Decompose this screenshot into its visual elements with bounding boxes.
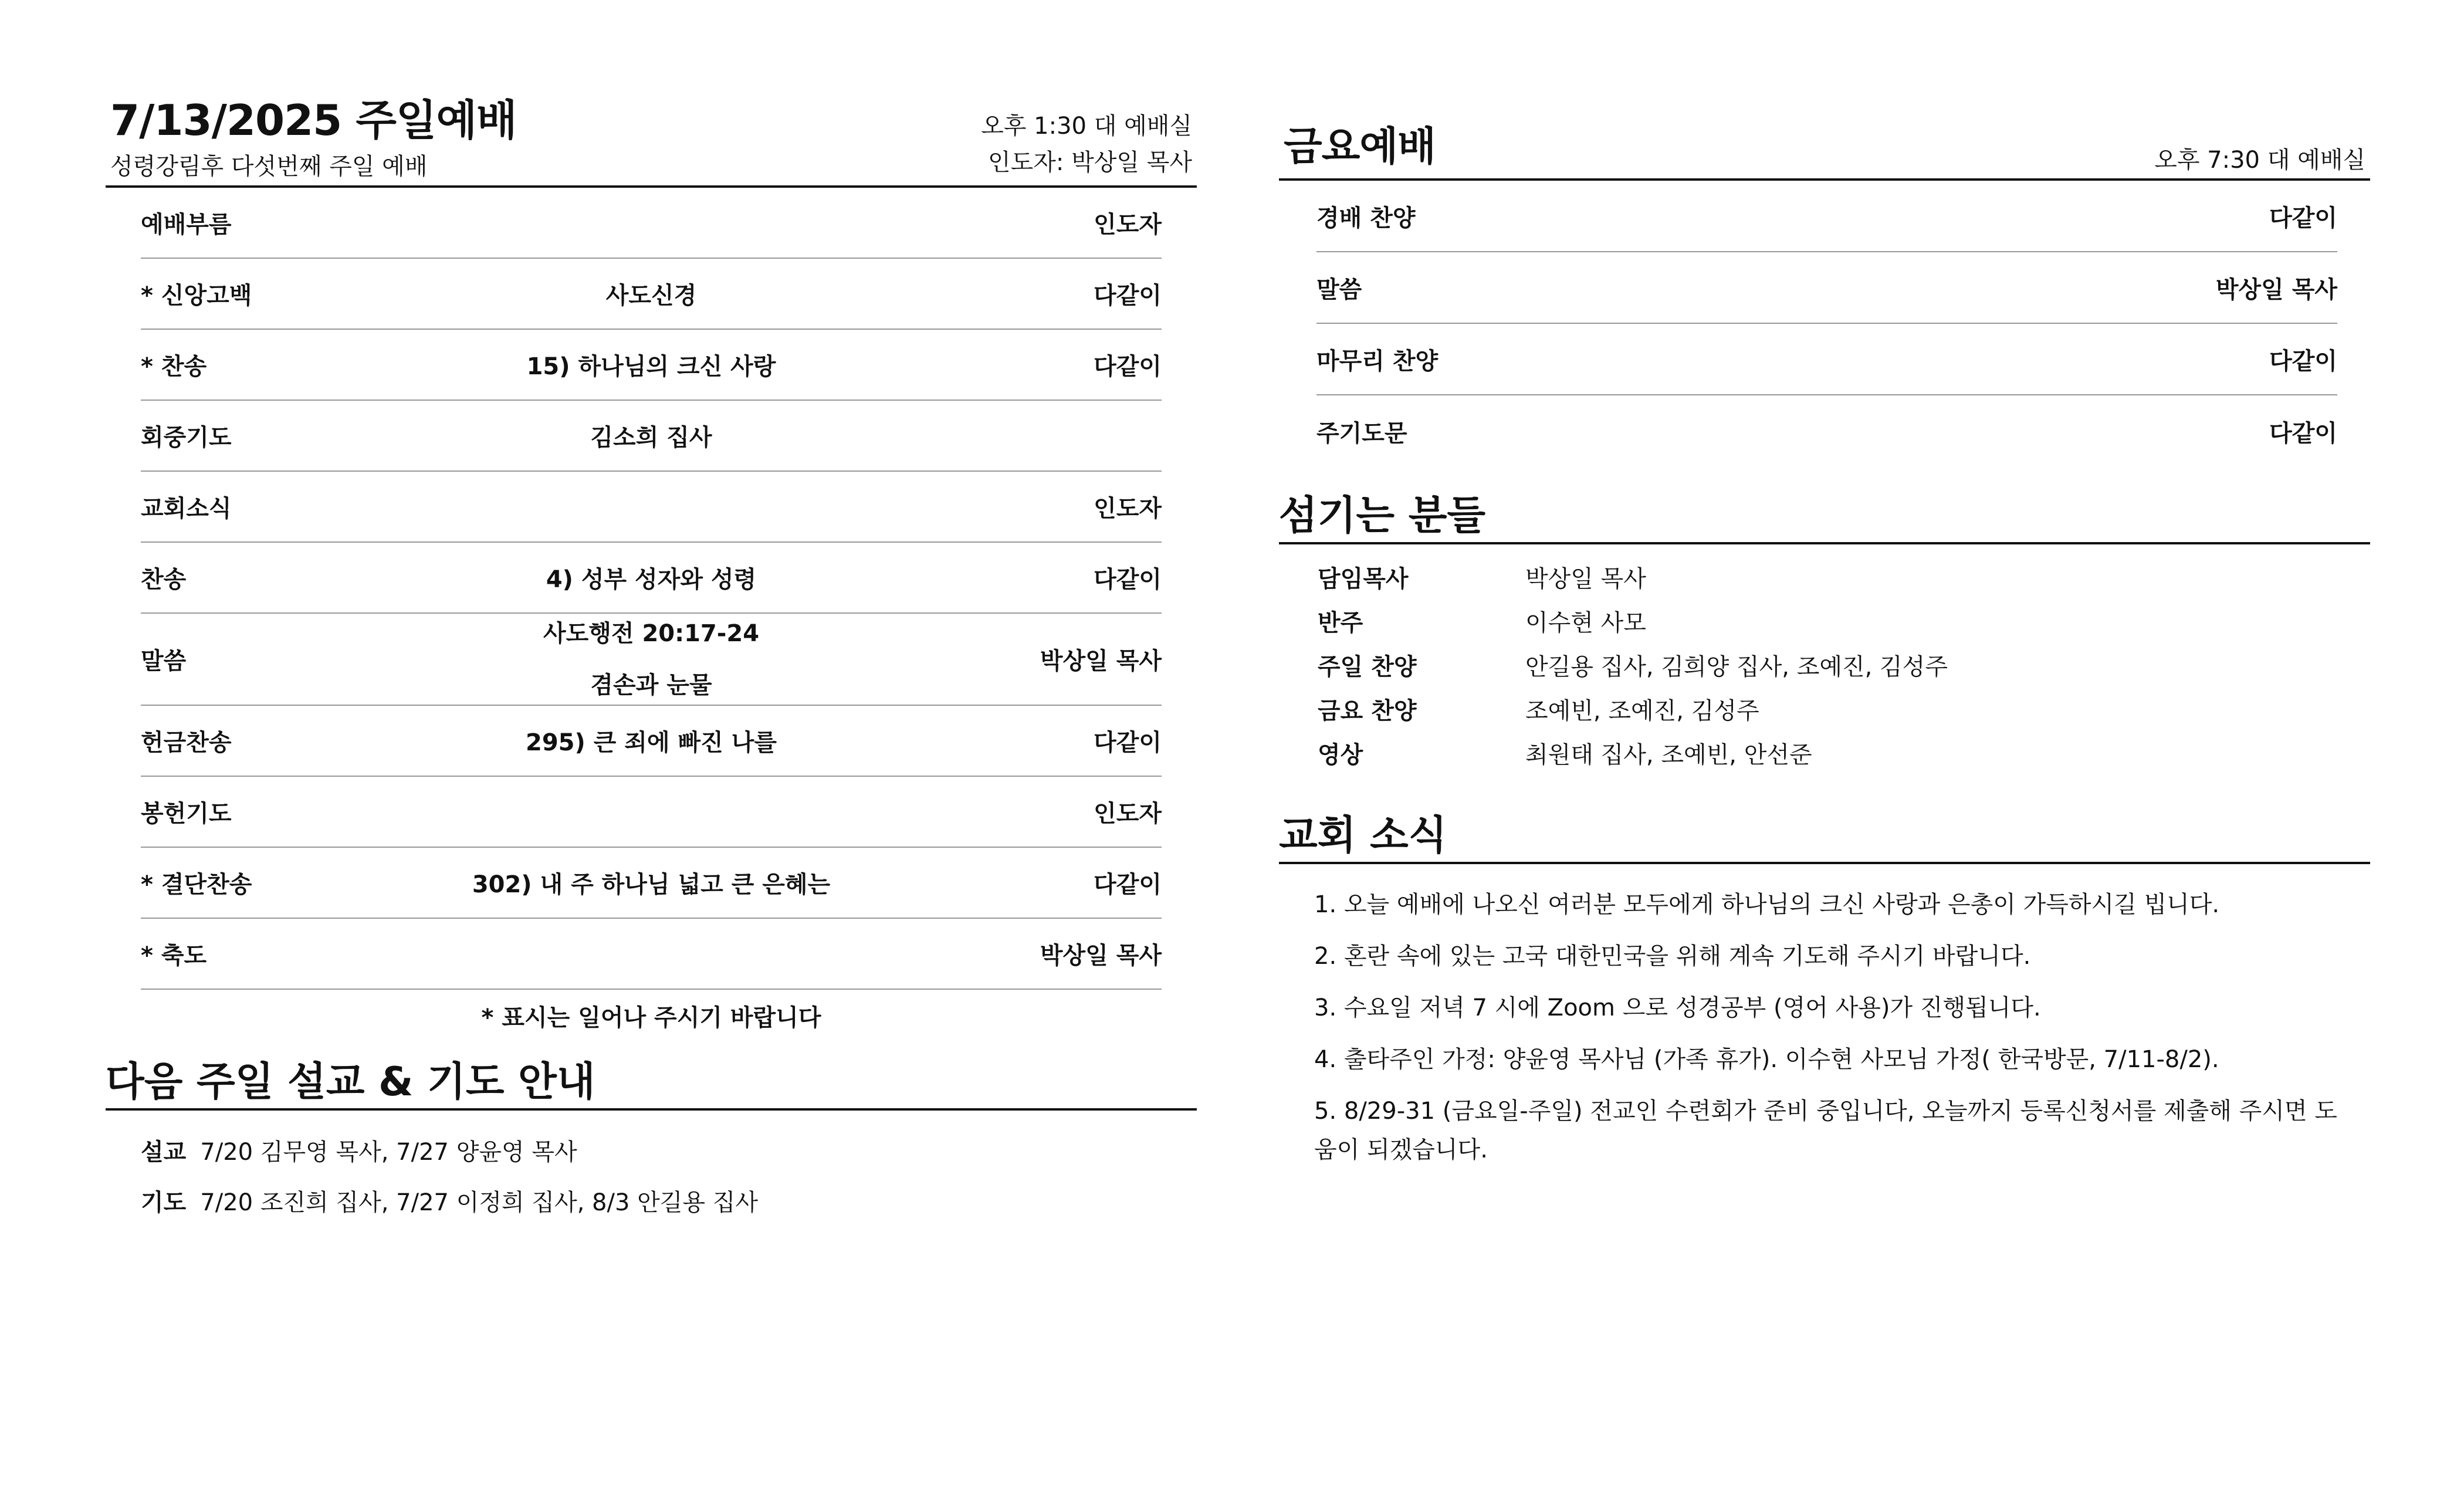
- order-person: 인도자: [1094, 211, 1162, 238]
- sunday-time: 오후 1:30 대 예배실: [981, 113, 1192, 140]
- friday-person: 다같이: [2269, 419, 2337, 447]
- order-content: 302) 내 주 하나님 넓고 큰 은혜는: [472, 871, 831, 898]
- order-item: * 찬송: [141, 353, 207, 380]
- order-item: 봉헌기도: [141, 800, 232, 827]
- friday-item: 주기도문: [1316, 419, 1407, 447]
- order-item: 헌금찬송: [141, 729, 232, 756]
- order-person: 다같이: [1094, 353, 1162, 380]
- servant-names: 조예빈, 조예진, 김성주: [1525, 698, 1759, 725]
- next-sermon: [141, 1127, 1197, 1177]
- servant-row: [1318, 599, 2370, 643]
- sunday-order-table: [141, 188, 1162, 990]
- servant-names: 최원태 집사, 조예빈, 안선준: [1525, 742, 1812, 769]
- order-row: [141, 401, 1162, 472]
- sermon-schedule: 7/20 김무영 목사, 7/27 양윤영 목사: [200, 1139, 577, 1166]
- servant-role: 담임목사: [1318, 566, 1409, 593]
- order-person: 다같이: [1094, 871, 1162, 898]
- news-item: 5. 8/29-31 (금요일-주일) 전교인 수련회가 준비 중입니다, 오늘까지 등록신청서를 제출해 주시면 도움이 되겠습니다.: [1314, 1098, 2337, 1163]
- order-content: 4) 성부 성자와 성령: [546, 566, 757, 593]
- friday-title: 금요예배: [1284, 124, 1436, 170]
- order-row: [141, 330, 1162, 401]
- sunday-header: [106, 94, 1197, 188]
- order-row-sermon: [141, 614, 1162, 706]
- prayer-schedule: 7/20 조진희 집사, 7/27 이정희 집사, 8/3 안길용 집사: [200, 1189, 759, 1216]
- order-item: * 축도: [141, 942, 207, 969]
- servant-names: 이수현 사모: [1525, 610, 1646, 637]
- friday-header: [1279, 117, 2370, 181]
- sermon-scripture: 사도행전 20:17-24: [543, 620, 760, 647]
- order-item: 회중기도: [141, 424, 232, 451]
- order-row: [141, 259, 1162, 330]
- sunday-column: [106, 0, 1197, 1228]
- right-column: [1279, 0, 2370, 1182]
- order-person: 다같이: [1094, 729, 1162, 756]
- order-item: * 결단찬송: [141, 871, 252, 898]
- servant-row: [1318, 643, 2370, 687]
- order-row: [141, 472, 1162, 543]
- order-content: 사도신경: [605, 282, 697, 309]
- order-content: 김소희 집사: [590, 424, 712, 451]
- friday-order-table: [1279, 181, 2370, 467]
- order-person: 인도자: [1094, 495, 1162, 522]
- friday-row: [1316, 181, 2337, 252]
- friday-row: [1316, 324, 2337, 395]
- news-list: [1314, 885, 2347, 1169]
- friday-person: 박상일 목사: [2215, 276, 2337, 303]
- news-item: 3. 수요일 저녁 7 시에 Zoom 으로 성경공부 (영어 사용)가 진행됩니다.: [1314, 994, 2041, 1021]
- servant-role: 주일 찬양: [1318, 654, 1417, 681]
- sunday-subtitle: 성령강림후 다섯번째 주일 예배: [110, 153, 428, 180]
- order-item: 말씀: [141, 648, 187, 675]
- friday-person: 다같이: [2269, 204, 2337, 232]
- order-row: [141, 919, 1162, 990]
- order-row: [141, 188, 1162, 259]
- news-item: 4. 출타주인 가정: 양윤영 목사님 (가족 휴가). 이수현 사모님 가정( 한국방문, 7/11-8/2).: [1314, 1046, 2219, 1073]
- servants-title: 섬기는 분들: [1279, 490, 2370, 544]
- standing-note: * 표시는 일어나 주시기 바랍니다: [481, 1004, 821, 1031]
- friday-person: 다같이: [2269, 347, 2337, 375]
- servant-role: 영상: [1318, 742, 1363, 769]
- friday-row: [1316, 395, 2337, 467]
- sunday-title: 7/13/2025 주일예배: [110, 96, 517, 145]
- order-content: 15) 하나님의 크신 사랑: [526, 353, 776, 380]
- servant-names: 박상일 목사: [1525, 566, 1646, 593]
- friday-item: 마무리 찬양: [1316, 347, 1439, 375]
- order-content: [469, 608, 833, 711]
- order-row: [141, 848, 1162, 919]
- next-prayer: [141, 1177, 1197, 1228]
- servant-row: [1318, 731, 2370, 775]
- servants-list: [1318, 555, 2370, 775]
- order-person: 다같이: [1094, 282, 1162, 309]
- news-item: 1. 오늘 예배에 나오신 여러분 모두에게 하나님의 크신 사랑과 은총이 가득하시길 빕니다.: [1314, 891, 2220, 918]
- friday-row: [1316, 252, 2337, 324]
- servant-row: [1318, 555, 2370, 599]
- order-person: 인도자: [1094, 800, 1162, 827]
- servant-role: 반주: [1318, 610, 1363, 637]
- servant-names: 안길용 집사, 김희양 집사, 조예진, 김성주: [1525, 654, 1948, 681]
- order-item: * 신앙고백: [141, 282, 252, 309]
- order-row: [141, 706, 1162, 777]
- order-content: 295) 큰 죄에 빠진 나를: [526, 729, 777, 756]
- friday-time: 오후 7:30 대 예배실: [2154, 147, 2365, 174]
- order-item: 예배부름: [141, 211, 232, 238]
- order-person: 다같이: [1094, 566, 1162, 593]
- friday-item: 경배 찬양: [1316, 204, 1416, 232]
- news-title: 교회 소식: [1279, 810, 2370, 864]
- order-item: 찬송: [141, 566, 187, 593]
- sunday-leader: 인도자: 박상일 목사: [987, 149, 1192, 176]
- order-item: 교회소식: [141, 495, 232, 522]
- sermon-label: 설교: [141, 1139, 187, 1166]
- next-week-title: 다음 주일 설교 & 기도 안내: [106, 1057, 1197, 1111]
- sunday-meta: [981, 108, 1192, 181]
- order-person: 박상일 목사: [1040, 942, 1162, 969]
- order-person: 박상일 목사: [1040, 648, 1162, 675]
- servant-role: 금요 찬양: [1318, 698, 1417, 725]
- prayer-label: 기도: [141, 1189, 187, 1216]
- order-row: [141, 543, 1162, 614]
- servant-row: [1318, 687, 2370, 731]
- sermon-title: 겸손과 눈물: [590, 671, 712, 699]
- news-item: 2. 혼란 속에 있는 고국 대한민국을 위해 계속 기도해 주시기 바랍니다.: [1314, 943, 2031, 970]
- order-row: [141, 777, 1162, 848]
- friday-item: 말씀: [1316, 276, 1362, 303]
